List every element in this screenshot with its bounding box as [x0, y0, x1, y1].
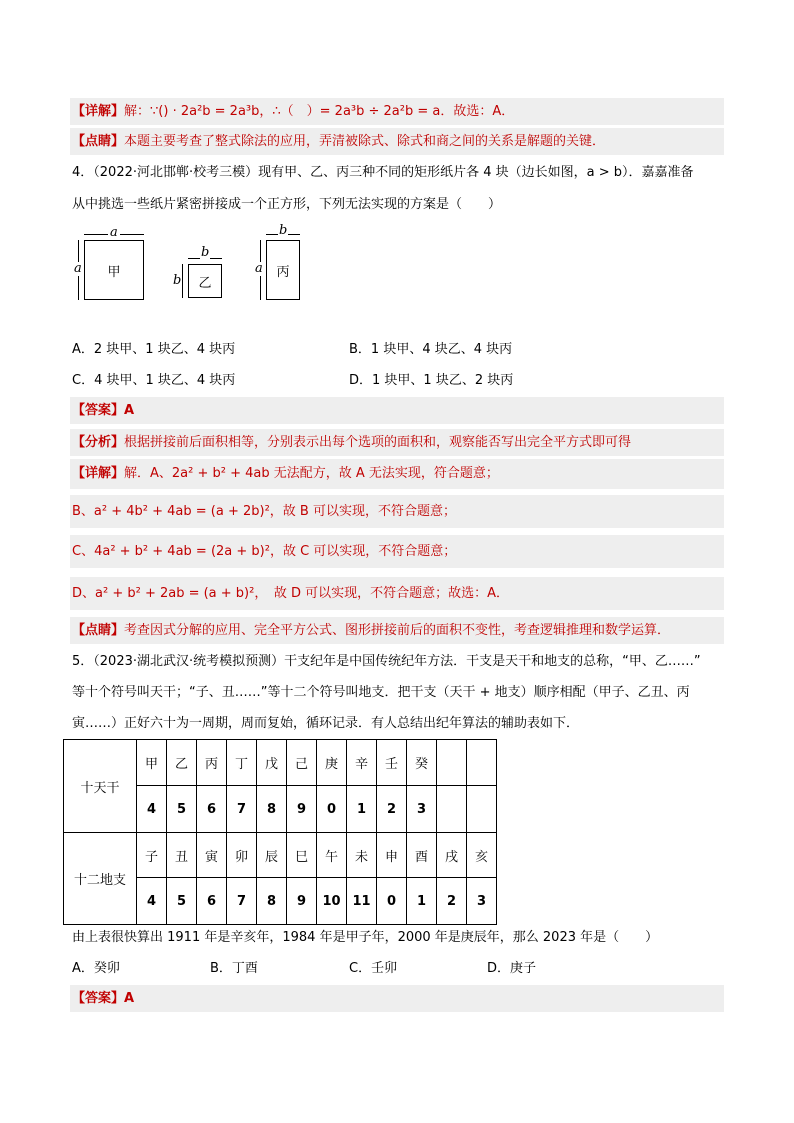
dizhi-num: 6: [197, 878, 227, 925]
q3-point: [72, 132, 605, 152]
dizhi-label: 十二地支: [64, 833, 137, 925]
dim-bing-left-label: a: [255, 261, 263, 276]
tiangan-cell: 己: [287, 740, 317, 786]
q4-detail-line1-text: 解．A、2a² + b² + 4ab 无法配方，故 A 无法实现，符合题意；: [124, 466, 499, 481]
tiangan-num: 2: [377, 786, 407, 833]
tiangan-cell: [467, 740, 497, 786]
q4-option-b: B．1 块甲、4 块乙、4 块丙: [349, 342, 513, 357]
q4-option-a: A．2 块甲、1 块乙、4 块丙: [72, 342, 236, 357]
dizhi-cell: 辰: [257, 833, 287, 878]
q4-option-d: D．1 块甲、1 块乙、2 块丙: [349, 373, 514, 388]
tiangan-num: 6: [197, 786, 227, 833]
tiangan-cell: 壬: [377, 740, 407, 786]
q3-detail-text: 解：∵() · 2a²b = 2a³b，∴（ ）= 2a³b ÷ 2a²b = a．故选：A．: [124, 104, 515, 119]
table-row: [64, 740, 497, 786]
q5-option-c: C．壬卯: [349, 961, 398, 976]
dizhi-num: 10: [317, 878, 347, 925]
point-tag: 【点睛】: [72, 134, 125, 149]
analysis-tag: 【分析】: [72, 435, 125, 450]
dizhi-num: 9: [287, 878, 317, 925]
tile-jia: [84, 240, 144, 300]
tiangan-cell: 丙: [197, 740, 227, 786]
answer-tag-2: 【答案】: [72, 991, 125, 1006]
dizhi-cell: 酉: [407, 833, 437, 878]
dizhi-cell: 午: [317, 833, 347, 878]
tiangan-cell: 戊: [257, 740, 287, 786]
q5-answer: [72, 989, 134, 1009]
dizhi-cell: 子: [137, 833, 167, 878]
tiangan-num: 3: [407, 786, 437, 833]
dizhi-num: 5: [167, 878, 197, 925]
dizhi-cell: 卯: [227, 833, 257, 878]
q4-point: [72, 621, 670, 641]
q4-analysis: [72, 433, 631, 453]
answer-tag: 【答案】: [72, 403, 125, 418]
q5-option-b: B．丁酉: [210, 961, 258, 976]
q5-option-a: A．癸卯: [72, 961, 120, 976]
q4-point-text: 考查因式分解的应用、完全平方公式、图形拼接前后的面积不变性，考查逻辑推理和数学运算．: [124, 623, 671, 638]
q5-stem-line3: 寅……）正好六十为一周期，周而复始，循环记录．有人总结出纪年算法的辅助表如下．: [72, 716, 580, 731]
tiangan-cell: 癸: [407, 740, 437, 786]
dizhi-num: 1: [407, 878, 437, 925]
q4-detail-line1: [72, 464, 499, 484]
dizhi-cell: 申: [377, 833, 407, 878]
tiangan-label: 十天干: [64, 740, 137, 833]
q5-answer-value: A: [124, 991, 135, 1006]
q5-question: 由上表很快算出 1911 年是辛亥年，1984 年是甲子年，2000 年是庚辰年，那么 2023 年是（ ）: [72, 930, 659, 945]
q3-point-text: 本题主要考查了整式除法的应用，弄清被除式、除式和商之间的关系是解题的关键．: [124, 134, 606, 149]
tiangan-num: 4: [137, 786, 167, 833]
q4-detail-line-d: D、a² + b² + 2ab = (a + b)²， 故 D 可以实现，不符合题意；故选：A．: [72, 586, 510, 601]
tiangan-num: 7: [227, 786, 257, 833]
dim-yi-left: [182, 264, 183, 298]
dim-jia-left-label: a: [74, 261, 82, 276]
tiangan-num: 8: [257, 786, 287, 833]
q5-stem-line2: 等十个符号叫天干；“子、丑……”等十二个符号叫地支．把干支（天干 + 地支）顺序相配（甲子、乙丑、丙: [72, 685, 690, 700]
q4-analysis-text: 根据拼接前后面积相等，分别表示出每个选项的面积和，观察能否写出完全平方式即可得: [124, 435, 632, 450]
dizhi-cell: 丑: [167, 833, 197, 878]
dizhi-num: 7: [227, 878, 257, 925]
ganzhi-table: [63, 739, 497, 925]
tile-jia-label: 甲: [107, 264, 121, 280]
tiangan-num: 0: [317, 786, 347, 833]
tiangan-num: 5: [167, 786, 197, 833]
tile-bing-label: 丙: [276, 264, 290, 280]
tiangan-num: [437, 786, 467, 833]
q4-detail-line-c: C、4a² + b² + 4ab = (2a + b)²，故 C 可以实现，不符合题意；: [72, 544, 457, 559]
dizhi-num: 11: [347, 878, 377, 925]
detail-tag-2: 【详解】: [72, 466, 125, 481]
tiangan-cell: [437, 740, 467, 786]
tile-bing: [266, 240, 300, 300]
dizhi-cell: 戌: [437, 833, 467, 878]
dizhi-num: 0: [377, 878, 407, 925]
detail-tag: 【详解】: [72, 104, 125, 119]
tiangan-num: 9: [287, 786, 317, 833]
tiangan-cell: 乙: [167, 740, 197, 786]
tiangan-num: 1: [347, 786, 377, 833]
dizhi-cell: 亥: [467, 833, 497, 878]
dim-yi-top-label: b: [201, 245, 210, 260]
tiangan-cell: 丁: [227, 740, 257, 786]
dizhi-cell: 寅: [197, 833, 227, 878]
q5-option-d: D．庚子: [487, 961, 537, 976]
tiangan-num: [467, 786, 497, 833]
tiangan-cell: 庚: [317, 740, 347, 786]
q4-answer-value: A: [124, 403, 135, 418]
dizhi-num: 2: [437, 878, 467, 925]
table-row: [64, 833, 497, 878]
tile-yi: [188, 264, 222, 298]
q4-option-c: C．4 块甲、1 块乙、4 块丙: [72, 373, 236, 388]
q4-stem-line1: 4．（2022·河北邯郸·校考三模）现有甲、乙、丙三种不同的矩形纸片各 4 块（边长如图，a > b）．嘉嘉准备: [72, 165, 694, 180]
point-tag-2: 【点睛】: [72, 623, 125, 638]
dizhi-cell: 未: [347, 833, 377, 878]
q5-answer-band: [70, 985, 724, 1012]
dim-bing-top-label: b: [279, 223, 288, 238]
tiangan-cell: 甲: [137, 740, 167, 786]
dizhi-cell: 巳: [287, 833, 317, 878]
q5-stem-line1: 5．（2023·湖北武汉·统考模拟预测）干支纪年是中国传统纪年方法．干支是天干和地支的总称，“甲、乙……”: [72, 654, 701, 669]
dizhi-num: 4: [137, 878, 167, 925]
dizhi-num: 3: [467, 878, 497, 925]
q4-answer: [72, 401, 134, 421]
dizhi-num: 8: [257, 878, 287, 925]
q4-answer-band: [70, 397, 724, 424]
q3-detail: [72, 102, 514, 122]
tiangan-cell: 辛: [347, 740, 377, 786]
dim-yi-left-label: b: [173, 273, 182, 288]
tile-yi-label: 乙: [198, 275, 212, 291]
dim-jia-top-label: a: [110, 225, 118, 240]
q4-detail-line-b: B、a² + 4b² + 4ab = (a + 2b)²，故 B 可以实现，不符合题意；: [72, 504, 456, 519]
q4-stem-line2: 从中挑选一些纸片紧密拼接成一个正方形，下列无法实现的方案是（ ）: [72, 197, 502, 212]
